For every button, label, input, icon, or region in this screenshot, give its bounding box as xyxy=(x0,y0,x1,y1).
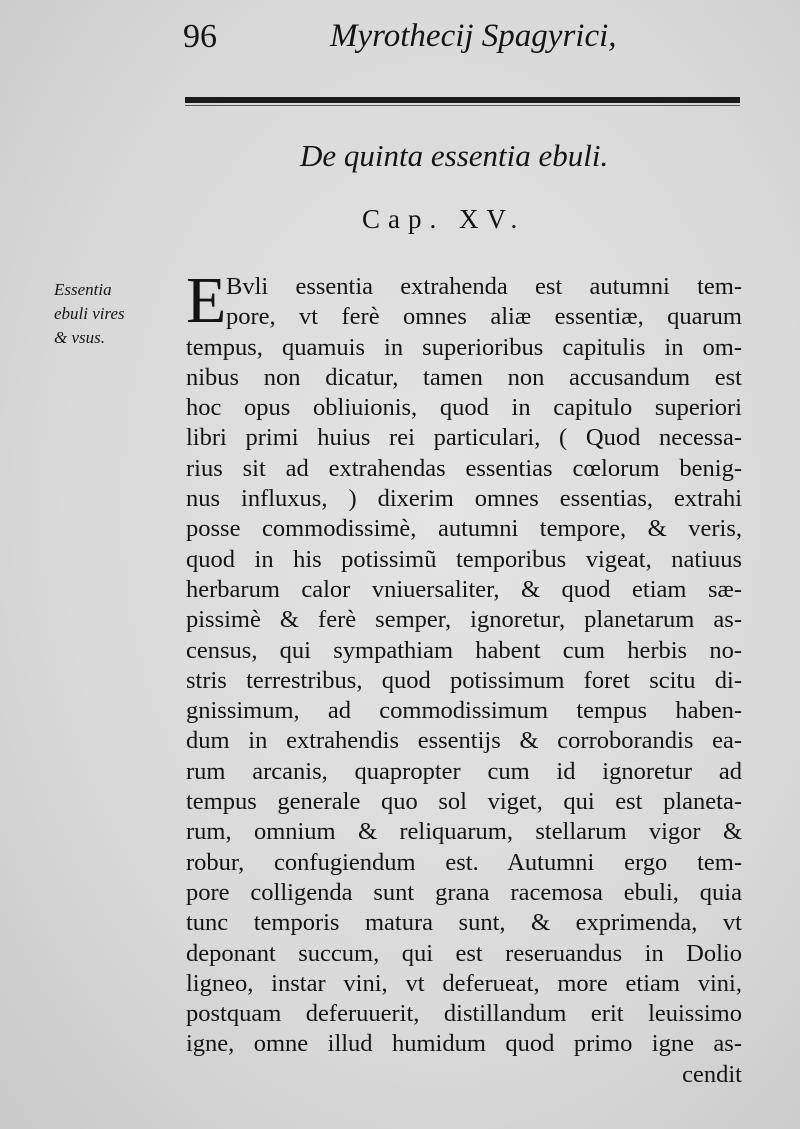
text-line: census, qui sympathiam habent cum herbis no- xyxy=(186,636,742,664)
text-line: robur, confugiendum est. Autumni ergo tem- xyxy=(186,848,742,876)
marginal-note-line: ebuli vires xyxy=(54,304,125,323)
text-line: postquam deferuuerit, distillandum erit leuissimo xyxy=(186,1000,742,1028)
text-line: pissimè & ferè semper, ignoretur, planetarum as- xyxy=(186,606,742,634)
section-title: De quinta essentia ebuli. xyxy=(300,138,609,173)
text-line: deponant succum, qui est reseruandus in Dolio xyxy=(186,939,742,967)
marginal-note-line: Essentia xyxy=(54,280,112,299)
text-line: cendit xyxy=(682,1060,742,1088)
header-rule xyxy=(185,97,740,103)
marginal-note-line: & vsus. xyxy=(54,328,105,347)
text-line: pore, vt ferè omnes aliæ essentiæ, quarum xyxy=(226,303,742,331)
text-line: posse commodissimè, autumni tempore, & veris, xyxy=(186,515,742,543)
drop-cap: E xyxy=(186,264,227,337)
text-line: nibus non dicatur, tamen non accusandum est xyxy=(186,363,742,391)
marginal-note xyxy=(54,278,178,350)
page-number: 96 xyxy=(183,18,217,55)
text-line: Bvli essentia extrahenda est autumni tem- xyxy=(226,273,742,300)
text-line: rius sit ad extrahendas essentias cœlorum benig- xyxy=(186,454,742,482)
text-line: pore colligenda sunt grana racemosa ebuli, quia xyxy=(186,878,742,906)
text-line: tempus, quamuis in superioribus capitulis in om- xyxy=(186,333,742,361)
text-line: herbarum calor vniuersaliter, & quod etiam sæ- xyxy=(186,575,742,603)
text-line: ligneo, instar vini, vt deferueat, more etiam vini, xyxy=(186,969,742,997)
text-line: tempus generale quo sol viget, qui est planeta- xyxy=(186,788,742,816)
running-head: Myrothecij Spagyrici, xyxy=(330,18,617,54)
text-line: stris terrestribus, quod potissimum foret scitu di- xyxy=(186,666,742,694)
text-line: dum in extrahendis essentijs & corroborandis ea- xyxy=(186,727,742,755)
text-line: quod in his potissimũ temporibus vigeat, natiuus xyxy=(186,545,742,573)
text-line: tunc temporis matura sunt, & exprimenda, vt xyxy=(186,909,742,937)
body-text xyxy=(186,272,742,1090)
chapter-heading: Cap. XV. xyxy=(362,204,526,234)
text-line: nus influxus, ) dixerim omnes essentias, extrahi xyxy=(186,485,742,513)
text-line: gnissimum, ad commodissimum tempus haben- xyxy=(186,697,742,725)
text-line: hoc opus obliuionis, quod in capitulo superiori xyxy=(186,394,742,422)
text-line: igne, omne illud humidum quod primo igne as- xyxy=(186,1030,742,1058)
text-line: rum, omnium & reliquarum, stellarum vigor & xyxy=(186,818,742,846)
text-line: libri primi huius rei particulari, ( Quod necessa- xyxy=(186,424,742,452)
header-rule-thin xyxy=(185,105,740,106)
text-line: rum arcanis, quapropter cum id ignoretur ad xyxy=(186,757,742,785)
